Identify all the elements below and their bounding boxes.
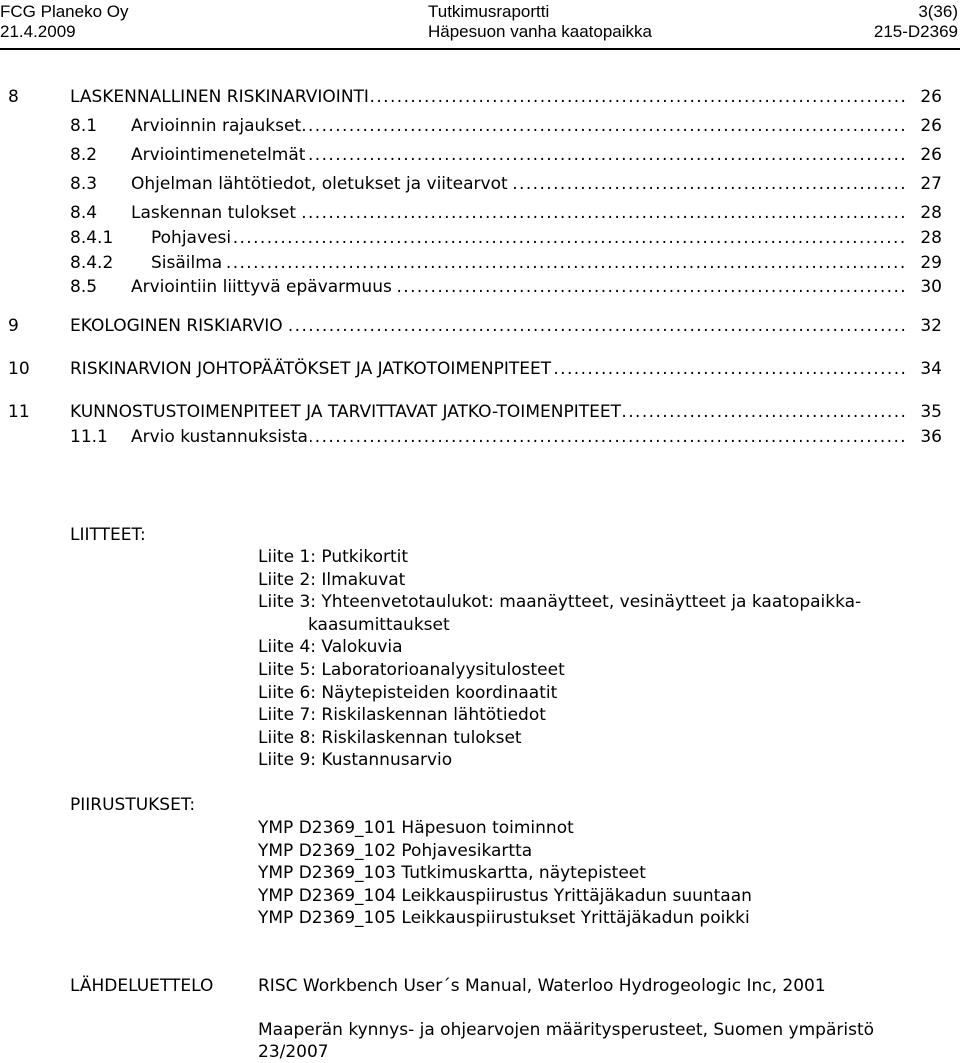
toc-entry-page: 30	[910, 274, 942, 300]
list-item: YMP D2369_105 Leikkauspiirustukset Yrittäjäkadun poikki	[258, 908, 750, 928]
toc-entry-number: 8.4	[70, 203, 98, 223]
toc-entry-page: 35	[910, 399, 942, 425]
toc-entry-page: 34	[910, 356, 942, 382]
list-item: kaasumittaukset	[308, 614, 450, 635]
list-item: YMP D2369_102 Pohjavesikartta	[258, 840, 533, 861]
toc-entry-title-text: RISKINARVION JOHTOPÄÄTÖKSET JA JATKOTOIMENPITEET	[70, 359, 552, 379]
drawings-label: PIIRUSTUKSET:	[70, 795, 196, 815]
toc-entry[interactable]	[0, 200, 942, 226]
toc-entry-page: 28	[910, 200, 942, 226]
toc-entry-title-text: LASKENNALLINEN RISKINARVIOINTI	[70, 87, 369, 107]
list-item: Liite 5: Laboratorioanalyysitulosteet	[258, 659, 565, 680]
toc-entry[interactable]	[0, 84, 942, 110]
list-item: Liite 7: Riskilaskennan lähtötiedot	[258, 705, 546, 726]
toc-entry-number: 9	[8, 316, 19, 336]
toc-entry-number: 8.3	[70, 174, 98, 194]
appendices-list	[258, 546, 861, 772]
toc-entry-title	[131, 274, 908, 300]
toc-entry-page: 28	[910, 225, 942, 251]
list-item: Liite 6: Näytepisteiden koordinaatit	[258, 682, 558, 703]
list-item: Liite 9: Kustannusarvio	[258, 750, 453, 771]
toc-entry-title-text: Sisäilma	[151, 253, 223, 273]
toc-entry-number: 8	[8, 87, 19, 107]
toc-entry-title-text: KUNNOSTUSTOIMENPITEET JA TARVITTAVAT JATKO-TOIMENPITEET	[70, 402, 621, 422]
page-header	[0, 0, 960, 46]
toc-entry-title-text: Arvio kustannuksista	[131, 427, 308, 447]
toc-entry-title	[131, 200, 908, 226]
toc-entry[interactable]	[0, 274, 942, 300]
toc-entry[interactable]	[0, 142, 942, 168]
toc-entry-title-text: Arviointiin liittyvä epävarmuus	[131, 277, 392, 297]
toc-entry[interactable]	[0, 313, 942, 339]
toc-entry-title-text: Ohjelman lähtötiedot, oletukset ja viitearvot	[131, 174, 508, 194]
toc-entry-title	[70, 313, 908, 339]
toc-entry[interactable]	[0, 225, 942, 251]
toc-entry-number: 8.2	[70, 145, 98, 165]
list-item: Liite 4: Valokuvia	[258, 637, 403, 658]
toc-entry-title	[131, 113, 908, 139]
header-page-number: 3(36)	[918, 2, 958, 21]
list-item: YMP D2369_101 Häpesuon toiminnot	[258, 818, 574, 838]
list-item: Liite 1: Putkikortit	[258, 547, 409, 567]
toc-entry-title	[70, 356, 908, 382]
references-list-2	[258, 1019, 874, 1063]
toc-entry-page: 27	[910, 171, 942, 197]
toc-entry-title	[131, 171, 908, 197]
toc-entry-number: 11	[8, 402, 30, 422]
header-company: FCG Planeko Oy	[0, 2, 129, 21]
toc-entry-page: 26	[910, 84, 942, 110]
toc-entry-title	[70, 399, 908, 425]
toc-entry-title	[151, 250, 908, 276]
toc-entry[interactable]	[0, 356, 942, 382]
toc-entry-title-text: Pohjavesi	[151, 228, 232, 248]
header-rule	[0, 48, 960, 50]
toc-entry-title-text: EKOLOGINEN RISKIARVIO	[70, 316, 283, 336]
references-list	[258, 975, 826, 997]
toc-entry-number: 8.1	[70, 116, 98, 136]
list-item: Liite 8: Riskilaskennan tulokset	[258, 727, 522, 748]
header-date: 21.4.2009	[0, 22, 76, 41]
toc-entry[interactable]	[0, 113, 942, 139]
toc-entry-title	[131, 142, 908, 168]
toc-entry-title	[151, 225, 908, 251]
list-item: Liite 2: Ilmakuvat	[258, 569, 406, 590]
toc-entry-page: 32	[910, 313, 942, 339]
toc-entry-title	[70, 84, 908, 110]
toc-entry-number: 11.1	[70, 427, 108, 447]
header-project-code: 215-D2369	[873, 22, 958, 41]
toc-entry-title-text: Arviointimenetelmät	[131, 145, 306, 165]
header-doc-type: Tutkimusraportti	[428, 2, 550, 21]
toc-entry-number: 8.4.2	[70, 253, 114, 273]
toc-entry-number: 8.4.1	[70, 228, 114, 248]
list-item: Maaperän kynnys- ja ohjearvojen määritysperusteet, Suomen ympäristö	[258, 1020, 875, 1040]
toc-entry[interactable]	[0, 424, 942, 450]
list-item: RISC Workbench User´s Manual, Waterloo Hydrogeologic Inc, 2001	[258, 976, 826, 996]
toc-entry[interactable]	[0, 399, 942, 425]
list-item: YMP D2369_103 Tutkimuskartta, näytepisteet	[258, 863, 646, 883]
list-item: 23/2007	[258, 1042, 329, 1062]
list-item: YMP D2369_104 Leikkauspiirustus Yrittäjäkadun suuntaan	[258, 885, 752, 906]
toc-entry-title-text: Arvioinnin rajaukset	[131, 116, 302, 136]
header-project: Häpesuon vanha kaatopaikka	[428, 22, 652, 41]
toc-entry-page: 29	[910, 250, 942, 276]
list-item: Liite 3: Yhteenvetotaulukot: maanäytteet, vesinäytteet ja kaatopaikka-	[258, 592, 862, 613]
toc-entry-title	[131, 424, 908, 450]
toc-entry-title-text: Laskennan tulokset	[131, 203, 296, 223]
toc-entry-page: 36	[910, 424, 942, 450]
references-label: LÄHDELUETTELO	[70, 976, 214, 996]
toc-entry-page: 26	[910, 142, 942, 168]
appendices-label: LIITTEET:	[70, 525, 146, 545]
toc-entry-number: 10	[8, 359, 30, 379]
toc-entry-number: 8.5	[70, 277, 98, 297]
toc-entry[interactable]	[0, 250, 942, 276]
drawings-list	[258, 817, 752, 930]
toc-entry-page: 26	[910, 113, 942, 139]
toc-entry[interactable]	[0, 171, 942, 197]
